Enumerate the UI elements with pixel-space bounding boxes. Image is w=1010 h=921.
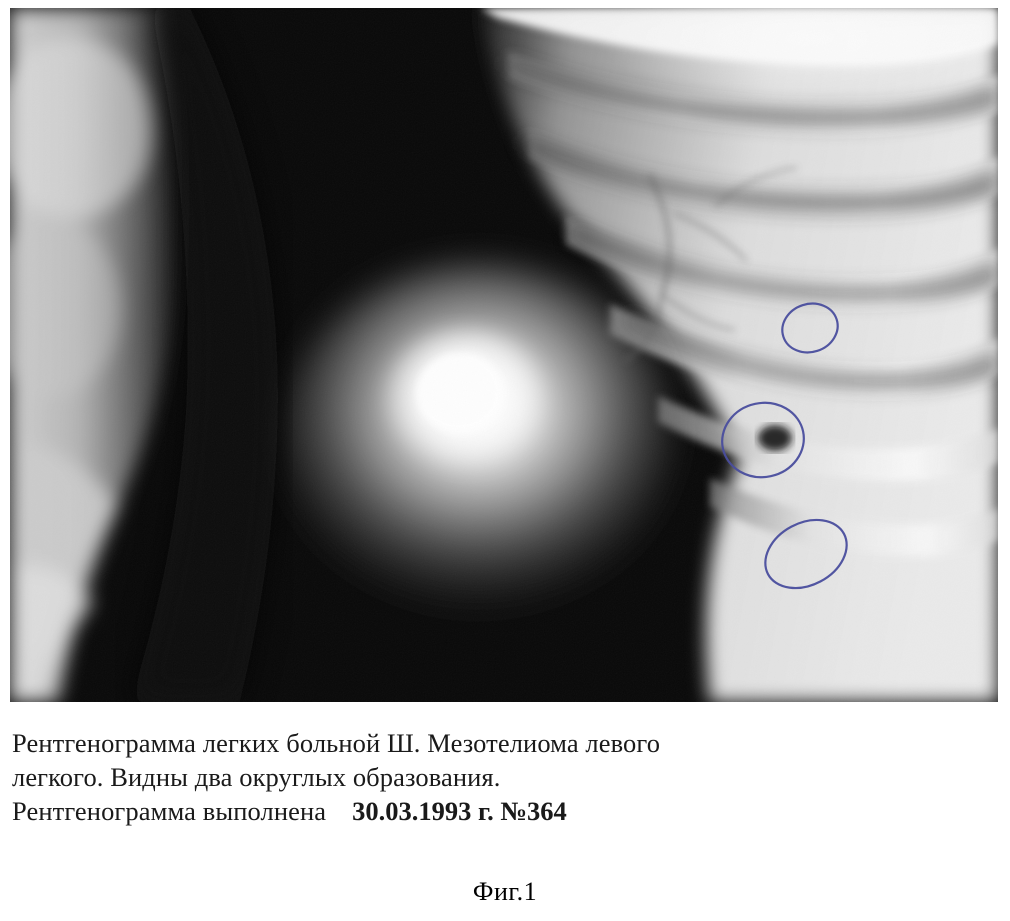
caption-line-1: Рентгенограмма легких больной Ш. Мезотелиома левого xyxy=(12,728,661,758)
figure-caption xyxy=(12,726,987,828)
radiograph-canvas xyxy=(10,8,998,702)
radiograph-date: 30.03.1993 г. №364 xyxy=(352,796,567,826)
chest-radiograph-image xyxy=(10,8,998,702)
caption-line-3 xyxy=(12,794,987,828)
caption-line-3-prefix: Рентгенограмма выполнена xyxy=(12,796,327,826)
figure-number-label: Фиг.1 xyxy=(472,877,538,906)
nodule-shadow xyxy=(758,425,792,451)
caption-line-2: легкого. Видны два округлых образования. xyxy=(12,762,501,792)
